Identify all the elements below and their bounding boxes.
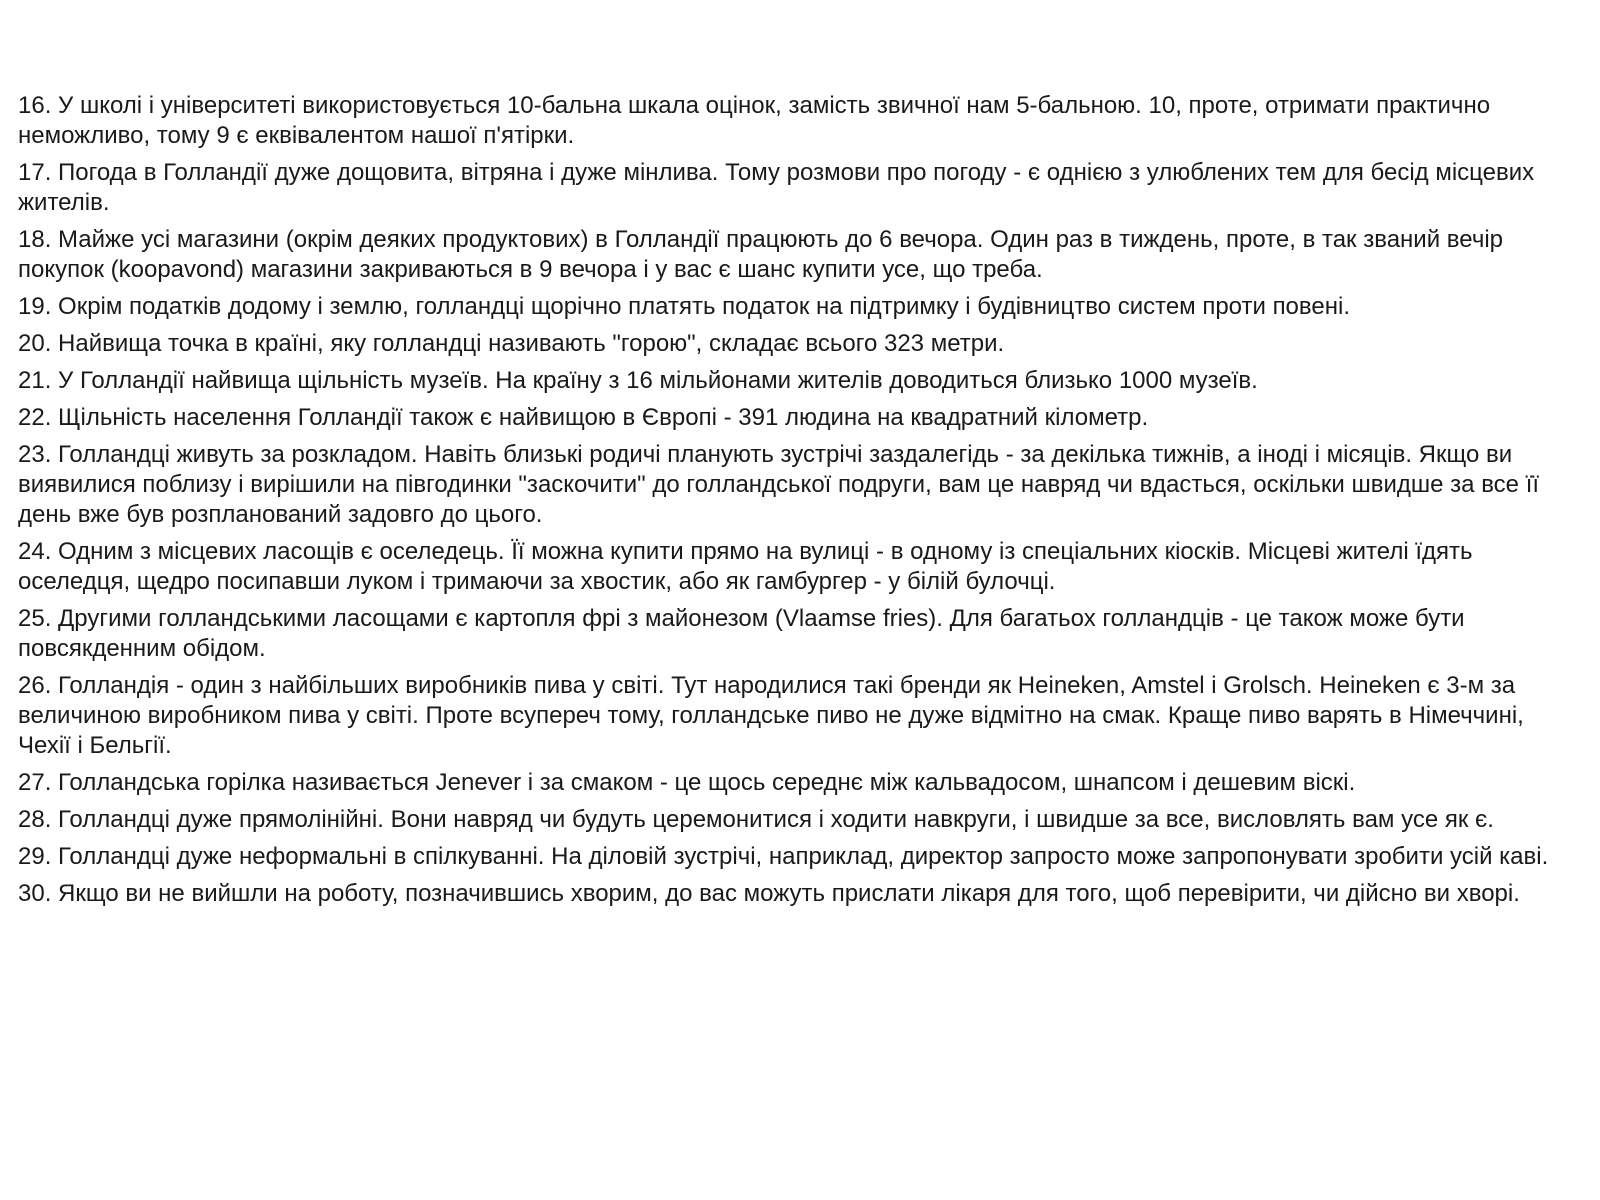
fact-16: 16. У школі і університеті використовується 10-бальна шкала оцінок, замість звичної нам 5-бальною. 10, проте, отримати практично неможливо, тому 9 є еквівалентом нашої п'ятірки. bbox=[18, 92, 1491, 149]
fact-23: 23. Голландці живуть за розкладом. Навіть близькі родичі планують зустрічі заздалегідь - за декілька тижнів, а іноді і місяців. Якщо ви виявилися поблизу і вирішили на півгодинки "заскочити" до голландської подруги, вам це навряд чи вдасться, оскільки швидше за все її день вже був розпланований задовго до цього. bbox=[18, 441, 1540, 528]
fact-19: 19. Окрім податків додому і землю, голландці щорічно платять податок на підтримку і будівництво систем проти повені. bbox=[18, 293, 1350, 320]
fact-25: 25. Другими голландськими ласощами є картопля фрі з майонезом (Vlaamse fries). Для багатьох голландців - це також може бути повсякденним обідом. bbox=[18, 605, 1465, 662]
fact-22: 22. Щільність населення Голландії також є найвищою в Європі - 391 людина на квадратний кілометр. bbox=[18, 404, 1149, 431]
fact-17: 17. Погода в Голландії дуже дощовита, вітряна і дуже мінлива. Тому розмови про погоду - є однією з улюблених тем для бесід місцевих жителів. bbox=[18, 159, 1535, 216]
fact-26: 26. Голландія - один з найбільших виробників пива у світі. Тут народилися такі бренди як Heineken, Amstel і Grolsch. Heineken є 3-м за величиною виробником пива у світі. Проте всупереч тому, голландське пиво не дуже відмітно на смак. Краще пиво варять в Німеччині, Чехії і Бельгії. bbox=[18, 672, 1524, 759]
fact-30: 30. Якщо ви не вийшли на роботу, позначившись хворим, до вас можуть прислати лікаря для того, щоб перевірити, чи дійсно ви хворі. bbox=[18, 880, 1520, 907]
fact-27: 27. Голландська горілка називається Jenever і за смаком - це щось середнє між кальвадосом, шнапсом і дешевим віскі. bbox=[18, 769, 1356, 796]
facts-list bbox=[18, 91, 1583, 916]
fact-21: 21. У Голландії найвища щільність музеїв. На країну з 16 мільйонами жителів доводиться близько 1000 музеїв. bbox=[18, 367, 1258, 394]
fact-24: 24. Одним з місцевих ласощів є оселедець. Її можна купити прямо на вулиці - в одному із спеціальних кіосків. Місцеві жителі їдять оселедця, щедро посипавши луком і тримаючи за хвостик, або як гамбургер - у білій булочці. bbox=[18, 538, 1473, 595]
fact-18: 18. Майже усі магазини (окрім деяких продуктових) в Голландії працюють до 6 вечора. Один раз в тиждень, проте, в так званий вечір покупок (koopavond) магазини закриваються в 9 вечора і у вас є шанс купити усе, що треба. bbox=[18, 226, 1503, 283]
fact-29: 29. Голландці дуже неформальні в спілкуванні. На діловій зустрічі, наприклад, директор запросто може запропонувати зробити усій каві. bbox=[18, 843, 1549, 870]
fact-20: 20. Найвища точка в країні, яку голландці називають "горою", складає всього 323 метри. bbox=[18, 330, 1005, 357]
fact-28: 28. Голландці дуже прямолінійні. Вони навряд чи будуть церемонитися і ходити навкруги, і швидше за все, висловлять вам усе як є. bbox=[18, 806, 1494, 833]
